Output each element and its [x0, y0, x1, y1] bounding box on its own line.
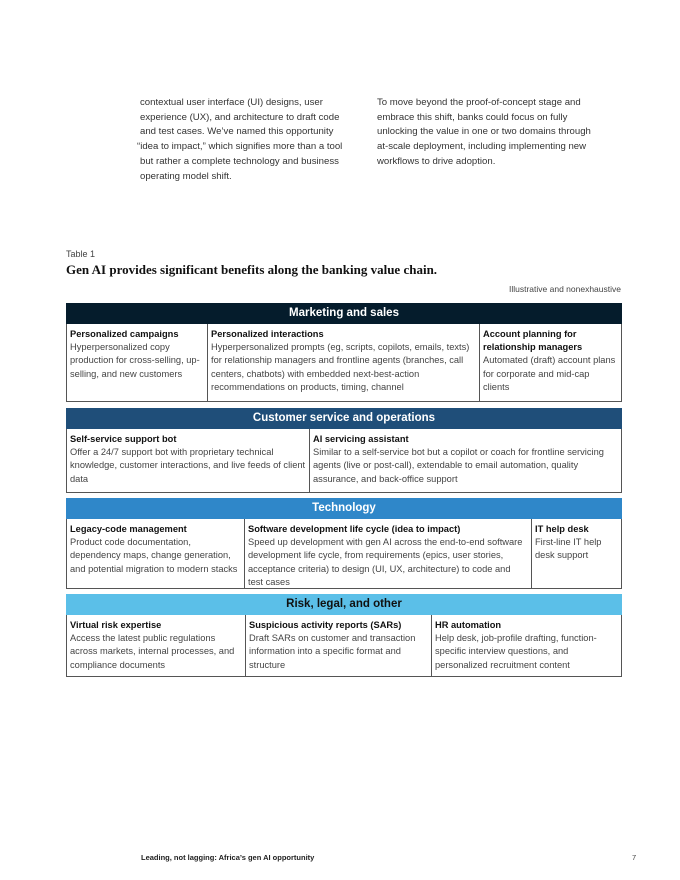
section-body	[66, 615, 622, 677]
section-risk-legal-and-other	[66, 594, 622, 677]
section-technology	[66, 498, 622, 589]
table-cell	[67, 519, 244, 588]
cell-text: Speed up development with gen AI across the end-to-end software development life cycle, from requirements (epics, user stories, acceptance criteria) to design (UI, UX, architecture) to code and test cases	[248, 537, 523, 587]
table-title: Gen AI provides significant benefits along the banking value chain.	[66, 262, 438, 277]
cell-text: Similar to a self-service bot but a copilot or coach for frontline servicing agents (live or post-call), extendable to email automation, quality assurance, and back-office support	[313, 447, 604, 484]
intro-left-line: and test cases. We’ve named this opportunity	[140, 126, 334, 138]
cell-title: Personalized interactions	[211, 329, 324, 339]
intro-left-line: operating model shift.	[140, 170, 232, 182]
table-cell	[479, 324, 621, 401]
intro-right-line: unlocking the value in one or two domains through	[377, 126, 591, 138]
cell-text: Hyperpersonalized prompts (eg, scripts, copilots, emails, texts) for relationship managers and frontline agents (branches, call centers, chatbots) with embedded next-best-action recommendations on products, timing, channel	[211, 342, 470, 392]
table-cell	[207, 324, 479, 401]
intro-right-line: embrace this shift, banks could focus on fully	[377, 111, 568, 123]
cell-title: Virtual risk expertise	[70, 620, 162, 630]
section-marketing-and-sales	[66, 303, 622, 402]
cell-title: Software development life cycle (idea to impact)	[248, 524, 461, 534]
intro-left-line: contextual user interface (UI) designs, user	[140, 97, 323, 108]
cell-title: Personalized campaigns	[70, 329, 179, 339]
cell-title: Account planning for relationship managers	[483, 329, 583, 353]
table-cell	[309, 429, 621, 492]
cell-text: Draft SARs on customer and transaction information into a specific format and structure	[249, 633, 416, 670]
section-body	[66, 324, 622, 402]
table-cell	[431, 615, 621, 676]
intro-left-line: but rather a complete technology and business	[140, 155, 339, 167]
cell-title: Suspicious activity reports (SARs)	[249, 620, 402, 630]
table-label: Table 1	[66, 249, 96, 259]
table-cell	[67, 324, 207, 401]
intro-right-line: To move beyond the proof-of-concept stage and	[377, 97, 581, 108]
footer-title: Leading, not lagging: Africa’s gen AI opportunity	[141, 853, 315, 862]
table-cell	[67, 429, 309, 492]
page-number: 7	[632, 853, 637, 862]
table-cell	[531, 519, 621, 588]
cell-text: Automated (draft) account plans for corporate and mid-cap clients	[483, 355, 616, 392]
intro-right-line: workflows to drive adoption.	[377, 155, 496, 167]
section-header: Customer service and operations	[66, 408, 622, 429]
cell-title: Legacy-code management	[70, 524, 187, 534]
table-cell	[244, 519, 531, 588]
cell-title: HR automation	[435, 620, 502, 630]
section-header: Marketing and sales	[66, 303, 622, 324]
intro-left-column	[137, 96, 356, 184]
intro-left-line: experience (UX), and architecture to draft code	[140, 111, 340, 123]
cell-text: Access the latest public regulations across markets, internal processes, and compliance documents	[70, 633, 235, 670]
cell-text: First-line IT help desk support	[535, 537, 602, 561]
cell-text: Offer a 24/7 support bot with proprietary technical knowledge, customer interactions, and live feeds of client data	[70, 447, 306, 484]
intro-left-line: “idea to impact,” which signifies more than a tool	[137, 141, 343, 153]
section-customer-service-and-operations	[66, 408, 622, 493]
table-cell	[67, 615, 245, 676]
section-body	[66, 519, 622, 589]
cell-title: AI servicing assistant	[313, 434, 409, 444]
cell-text: Product code documentation, dependency maps, change generation, and potential migration to modern stacks	[70, 537, 238, 574]
cell-text: Hyperpersonalized copy production for cross-selling, up-selling, and new customers	[70, 342, 200, 379]
cell-title: IT help desk	[535, 524, 589, 534]
section-header: Risk, legal, and other	[66, 594, 622, 615]
section-body	[66, 429, 622, 493]
intro-right-column	[377, 96, 607, 170]
cell-text: Help desk, job-profile drafting, function-specific interview questions, and personalized recruitment content	[435, 633, 597, 670]
intro-right-line: at-scale deployment, including implementing new	[377, 141, 587, 153]
section-header: Technology	[66, 498, 622, 519]
table-note: Illustrative and nonexhaustive	[509, 284, 621, 294]
table-cell	[245, 615, 431, 676]
cell-title: Self-service support bot	[70, 434, 177, 444]
